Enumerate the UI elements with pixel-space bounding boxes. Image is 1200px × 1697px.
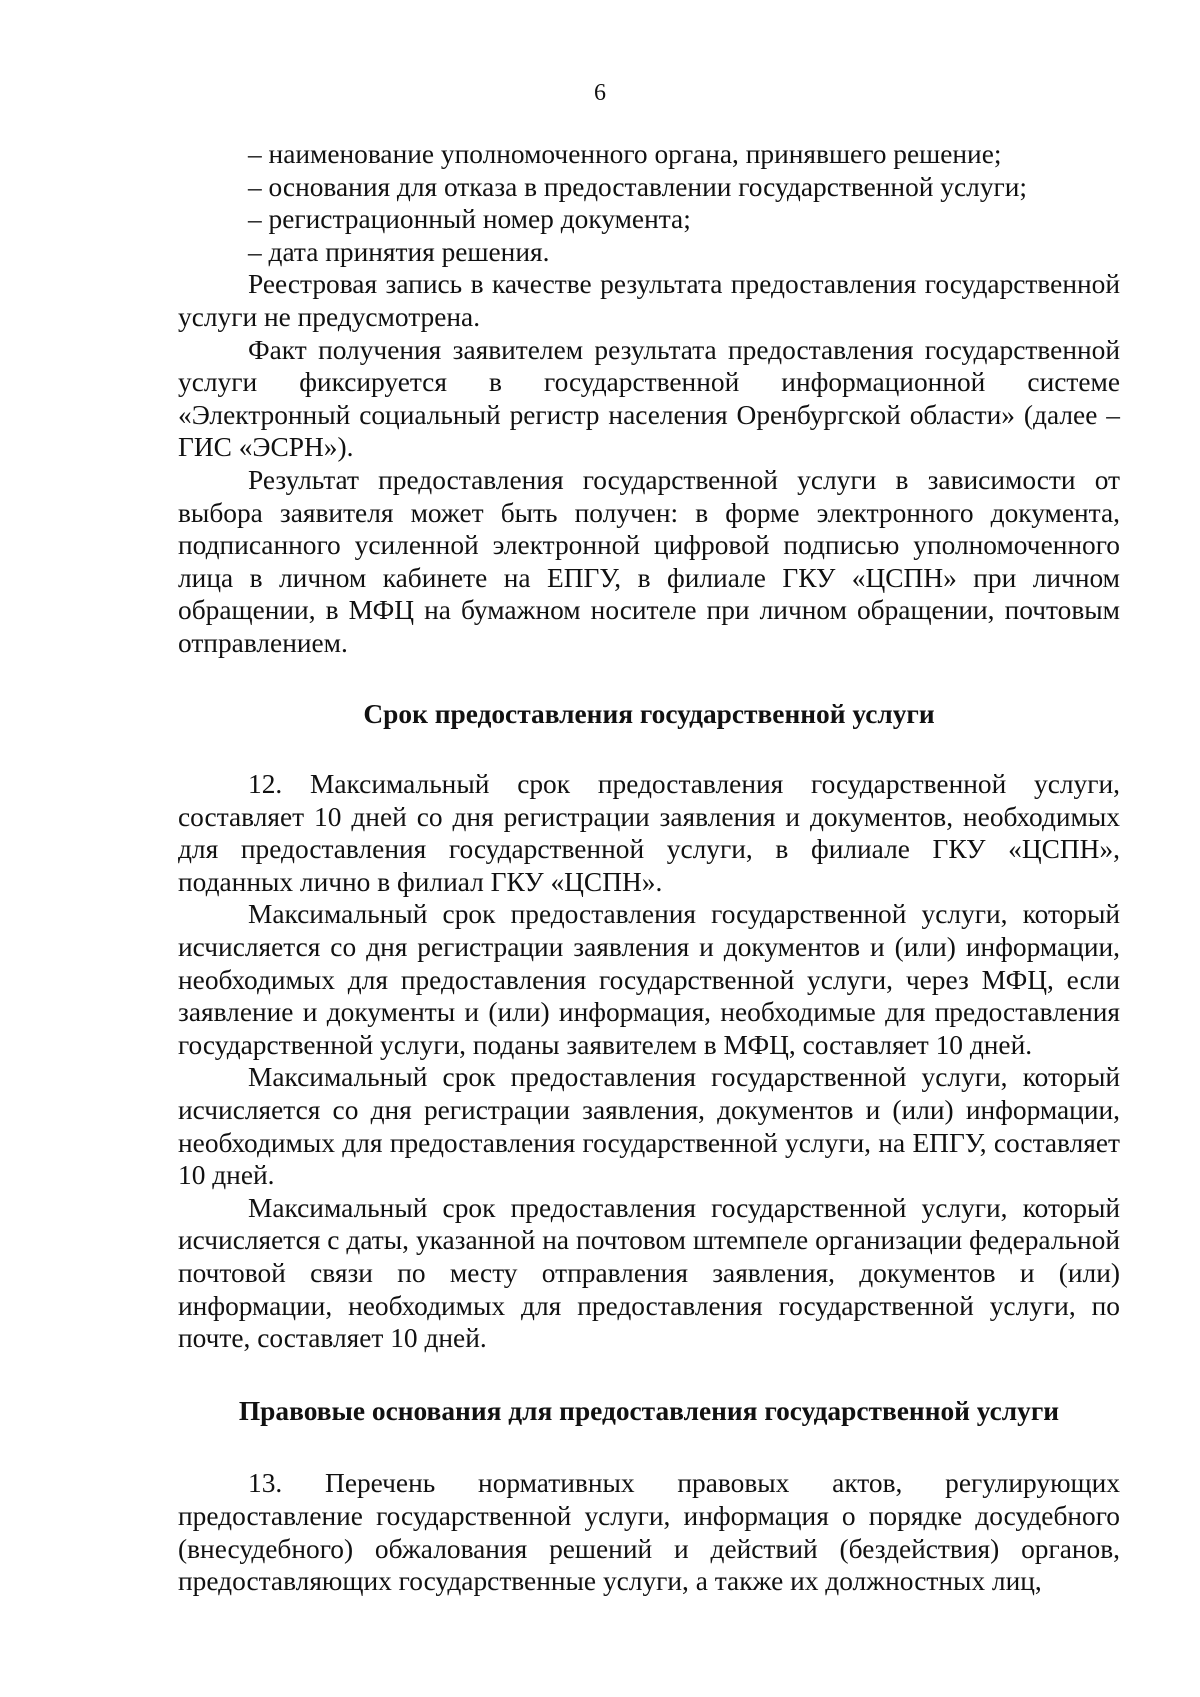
page-number: 6 — [594, 80, 606, 106]
list-item-registration-number: – регистрационный номер документа; — [248, 204, 691, 235]
paragraph-term-epgu: Максимальный срок предоставления государственной услуги, который исчисляется со дня регистрации заявления, документов и (или) информации, необходимых для предоставления государственной услуги, на ЕПГУ, составляет 10 дней. — [178, 1062, 1120, 1191]
list-item-refusal-grounds: – основания для отказа в предоставлении государственной услуги; — [248, 171, 1028, 202]
list-item-authority: – наименование уполномоченного органа, принявшего решение; — [248, 139, 1002, 169]
paragraph-registry-record: Реестровая запись в качестве результата предоставления государственной услуги не предусмотрена. — [178, 269, 1120, 332]
paragraph-term-post: Максимальный срок предоставления государственной услуги, который исчисляется с даты, указанной на почтовом штемпеле организации федеральной почтовой связи по месту отправления заявления, документов и (или) информации, необходимых для предоставления государственной услуги, по почте, составляет 10 дней. — [178, 1192, 1120, 1354]
section-heading-term: Срок предоставления государственной услуги — [363, 698, 935, 729]
paragraph-legal-13: 13. Перечень нормативных правовых актов, регулирующих предоставление государственной услуги, информация о порядке досудебного (внесудебного) обжалования решений и действий (бездействия) органов, предоставляющих государственные услуги, а также их должностных лиц, — [178, 1468, 1120, 1597]
list-item-decision-date: – дата принятия решения. — [248, 236, 550, 267]
paragraph-term-mfc: Максимальный срок предоставления государственной услуги, который исчисляется со дня регистрации заявления и документов и (или) информации, необходимых для предоставления государственной услуги, через МФЦ, если заявление и документы и (или) информация, необходимые для предоставления государственной услуги, поданы заявителем в МФЦ, составляет 10 дней. — [178, 899, 1120, 1060]
paragraph-result-fact: Факт получения заявителем результата предоставления государственной услуги фиксируется в государственной информационной системе «Электронный социальный регистр населения Оренбургской области» (далее – ГИС «ЭСРН»). — [178, 334, 1120, 463]
paragraph-term-12: 12. Максимальный срок предоставления государственной услуги, составляет 10 дней со дня регистрации заявления и документов, необходимых для предоставления государственной услуги, в филиале ГКУ «ЦСПН», поданных лично в филиал ГКУ «ЦСПН». — [178, 769, 1120, 897]
paragraph-result-forms: Результат предоставления государственной услуги в зависимости от выбора заявителя может быть получен: в форме электронного документа, подписанного усиленной электронной цифровой подписью уполномоченного лица в личном кабинете на ЕПГУ, в филиале ГКУ «ЦСПН» при личном обращении, в МФЦ на бумажном носителе при личном обращении, почтовым отправлением. — [178, 464, 1120, 658]
section-heading-legal: Правовые основания для предоставления государственной услуги — [238, 1395, 1060, 1426]
document-body — [178, 138, 1120, 1598]
